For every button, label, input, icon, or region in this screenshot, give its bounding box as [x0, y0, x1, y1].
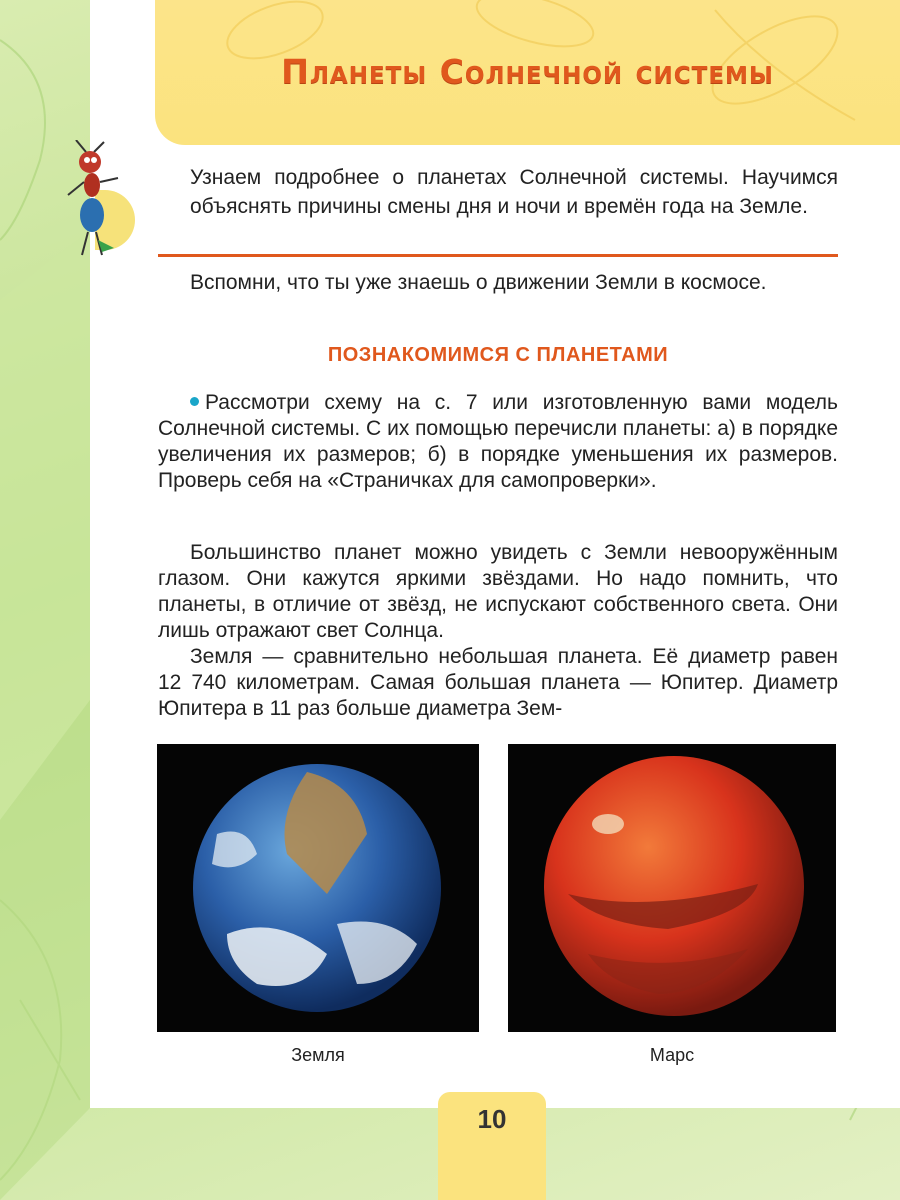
task-paragraph: [158, 390, 838, 494]
body-paragraph-2: Земля — сравнительно небольшая планета. Её диаметр равен 12 740 километрам. Самая большая планета — Юпитер. Диаметр Юпитера в 11 раз больше диаметра Зем-: [158, 645, 838, 720]
caption-mars: Марс: [649, 1045, 695, 1065]
divider-rule: [158, 254, 838, 257]
mars-image: [508, 744, 836, 1032]
lesson-intro: Узнаем подробнее о планетах Солнечной системы. Научимся объяснять причины смены дня и ночи и времён года на Земле.: [190, 166, 838, 218]
caption-earth: Земля: [291, 1045, 345, 1065]
body-text: [158, 540, 838, 722]
bullet-dot-icon: [190, 397, 199, 406]
page-title: Планеты Солнечной системы: [281, 52, 774, 91]
page-number: 10: [477, 1104, 507, 1134]
mars-photo: [508, 744, 836, 1032]
earth-image: [157, 744, 479, 1032]
recall-question: Вспомни, что ты уже знаешь о движении Земли в космосе.: [190, 271, 767, 294]
section-heading: ПОЗНАКОМИМСЯ С ПЛАНЕТАМИ: [327, 344, 669, 366]
ant-mascot-icon: [58, 140, 128, 260]
earth-photo: [157, 744, 479, 1032]
header-band: [155, 0, 900, 145]
task-text: Рассмотри схему на с. 7 или изготовленную вами модель Солнечной системы. С их помощью перечисли планеты: а) в порядке увеличения их размеров; б) в порядке уменьшения их размеров. Проверь себя на «Страничках для самопроверки».: [158, 391, 838, 492]
body-paragraph-1: Большинство планет можно увидеть с Земли невооружённым глазом. Они кажутся яркими звёздами. Но надо помнить, что планеты, в отличие от звёзд, не испускают собственного света. Они лишь отражают свет Солнца.: [158, 541, 838, 642]
